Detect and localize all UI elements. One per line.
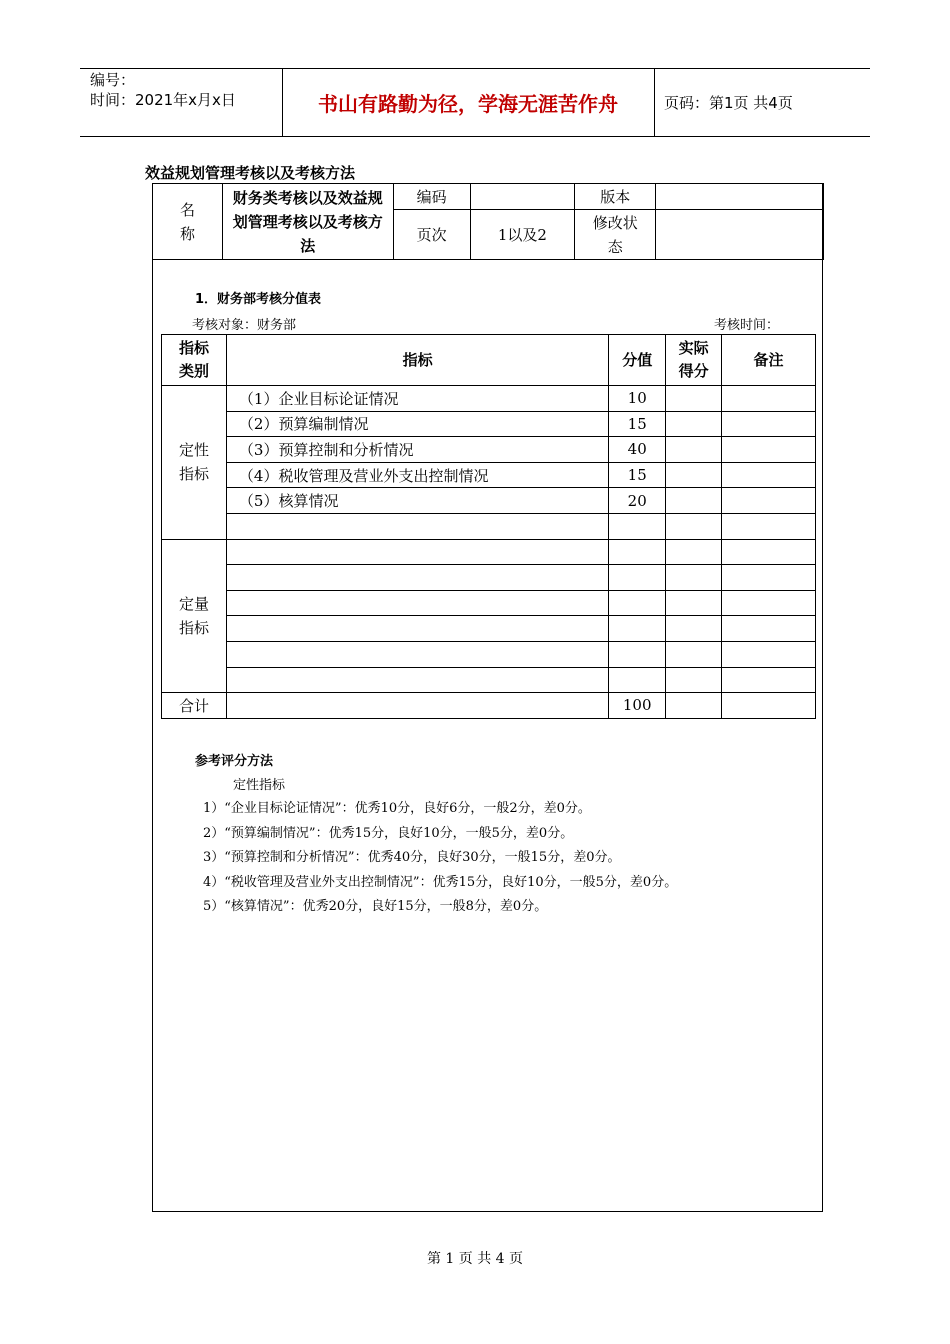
score-cell: 15 xyxy=(609,411,666,437)
score-cell xyxy=(609,539,666,565)
table-row xyxy=(162,386,816,412)
actual-cell xyxy=(666,667,722,693)
indicator-cell xyxy=(226,641,608,667)
name-label-cell xyxy=(153,184,223,260)
indicator-cell: （1）企业目标论证情况 xyxy=(226,386,608,412)
indicator-cell: （3）预算控制和分析情况 xyxy=(226,437,608,463)
indicator-cell xyxy=(226,616,608,642)
page-code: 页码：第1页 共4页 xyxy=(664,94,793,112)
remarks-cell xyxy=(722,488,816,514)
remarks-cell xyxy=(722,437,816,463)
header-divider xyxy=(654,68,655,136)
version-label: 版本 xyxy=(575,184,656,210)
score-cell: 15 xyxy=(609,462,666,488)
reference-subtitle: 定性指标 xyxy=(233,778,286,793)
header-category: 指标类别 xyxy=(162,335,227,386)
header-meta xyxy=(90,70,236,110)
header-score: 分值 xyxy=(609,335,666,386)
actual-cell xyxy=(666,513,722,539)
list-item: 2）“预算编制情况”：优秀15分，良好10分，一般5分，差0分。 xyxy=(203,825,574,841)
table-row xyxy=(162,437,816,463)
actual-cell xyxy=(666,539,722,565)
indicator-cell xyxy=(226,539,608,565)
name-label: 名称 xyxy=(179,200,195,243)
header-bottom-rule xyxy=(80,136,870,137)
remarks-cell xyxy=(722,513,816,539)
table-row xyxy=(162,411,816,437)
header-indicator: 指标 xyxy=(226,335,608,386)
header-actual: 实际得分 xyxy=(666,335,722,386)
name-value: 财务类考核以及效益规划管理考核以及考核方法 xyxy=(222,184,393,260)
remarks-cell xyxy=(722,411,816,437)
remarks-cell xyxy=(722,386,816,412)
indicator-cell xyxy=(226,590,608,616)
actual-cell xyxy=(666,411,722,437)
actual-cell xyxy=(666,488,722,514)
score-cell xyxy=(609,616,666,642)
score-table xyxy=(161,334,816,719)
remarks-cell xyxy=(722,667,816,693)
number-label: 编号： xyxy=(90,71,136,89)
table-row xyxy=(162,590,816,616)
actual-cell xyxy=(666,616,722,642)
actual-cell xyxy=(666,437,722,463)
score-cell: 40 xyxy=(609,437,666,463)
list-item: 3）“预算控制和分析情况”：优秀40分，良好30分，一般15分，差0分。 xyxy=(203,850,621,866)
score-cell: 10 xyxy=(609,386,666,412)
remarks-cell xyxy=(722,462,816,488)
score-cell xyxy=(609,641,666,667)
list-item: 4）“税收管理及营业外支出控制情况”：优秀15分，良好10分，一般5分，差0分。 xyxy=(203,874,678,890)
indicator-cell xyxy=(226,513,608,539)
actual-cell xyxy=(666,590,722,616)
actual-cell xyxy=(666,641,722,667)
code-label: 编码 xyxy=(393,184,470,210)
page-footer: 第 1 页 共 4 页 xyxy=(426,1251,524,1267)
quantitative-category: 定量指标 xyxy=(162,539,227,693)
info-table xyxy=(152,183,824,260)
page-value: 1以及2 xyxy=(470,210,575,260)
indicator-cell xyxy=(226,565,608,591)
indicator-cell xyxy=(226,667,608,693)
table-row xyxy=(162,462,816,488)
table-row xyxy=(162,667,816,693)
score-cell xyxy=(609,667,666,693)
table-row xyxy=(162,565,816,591)
score-cell xyxy=(609,513,666,539)
indicator-cell: （5）核算情况 xyxy=(226,488,608,514)
actual-cell xyxy=(666,462,722,488)
total-score: 100 xyxy=(609,693,666,719)
table-row xyxy=(162,488,816,514)
score-cell: 20 xyxy=(609,488,666,514)
remarks-cell xyxy=(722,616,816,642)
indicator-cell: （2）预算编制情况 xyxy=(226,411,608,437)
revision-value xyxy=(656,210,824,260)
table-row xyxy=(162,539,816,565)
qualitative-category: 定性指标 xyxy=(162,386,227,540)
total-remarks-cell xyxy=(722,693,816,719)
remarks-cell xyxy=(722,590,816,616)
time-label: 时间：2021年x月x日 xyxy=(90,91,236,109)
motto: 书山有路勤为径，学海无涯苦作舟 xyxy=(318,91,618,116)
document-title: 效益规划管理考核以及考核方法 xyxy=(145,164,356,182)
list-item: 5）“核算情况”：优秀20分，良好15分，一般8分，差0分。 xyxy=(203,899,548,915)
remarks-cell xyxy=(722,641,816,667)
total-row xyxy=(162,693,816,719)
section-title: 1．财务部考核分值表 xyxy=(195,292,322,307)
remarks-cell xyxy=(722,565,816,591)
assessment-time: 考核时间： xyxy=(714,318,780,333)
assessment-target: 考核对象：财务部 xyxy=(192,318,297,333)
table-row xyxy=(162,513,816,539)
indicator-cell: （4）税收管理及营业外支出控制情况 xyxy=(226,462,608,488)
total-actual-cell xyxy=(666,693,722,719)
revision-label: 修改状态 xyxy=(575,210,656,260)
total-label: 合计 xyxy=(162,693,227,719)
score-cell xyxy=(609,565,666,591)
reference-list xyxy=(203,797,677,920)
actual-cell xyxy=(666,386,722,412)
table-row xyxy=(162,616,816,642)
score-cell xyxy=(609,590,666,616)
list-item: 1）“企业目标论证情况”：优秀10分，良好6分，一般2分，差0分。 xyxy=(203,801,591,816)
actual-cell xyxy=(666,565,722,591)
total-indicator-cell xyxy=(226,693,608,719)
page-label: 页次 xyxy=(393,210,470,260)
code-value xyxy=(470,184,575,210)
remarks-cell xyxy=(722,539,816,565)
header-remarks: 备注 xyxy=(722,335,816,386)
table-row xyxy=(162,641,816,667)
reference-title: 参考评分方法 xyxy=(195,754,274,769)
table-header-row xyxy=(162,335,816,386)
version-value xyxy=(656,184,824,210)
